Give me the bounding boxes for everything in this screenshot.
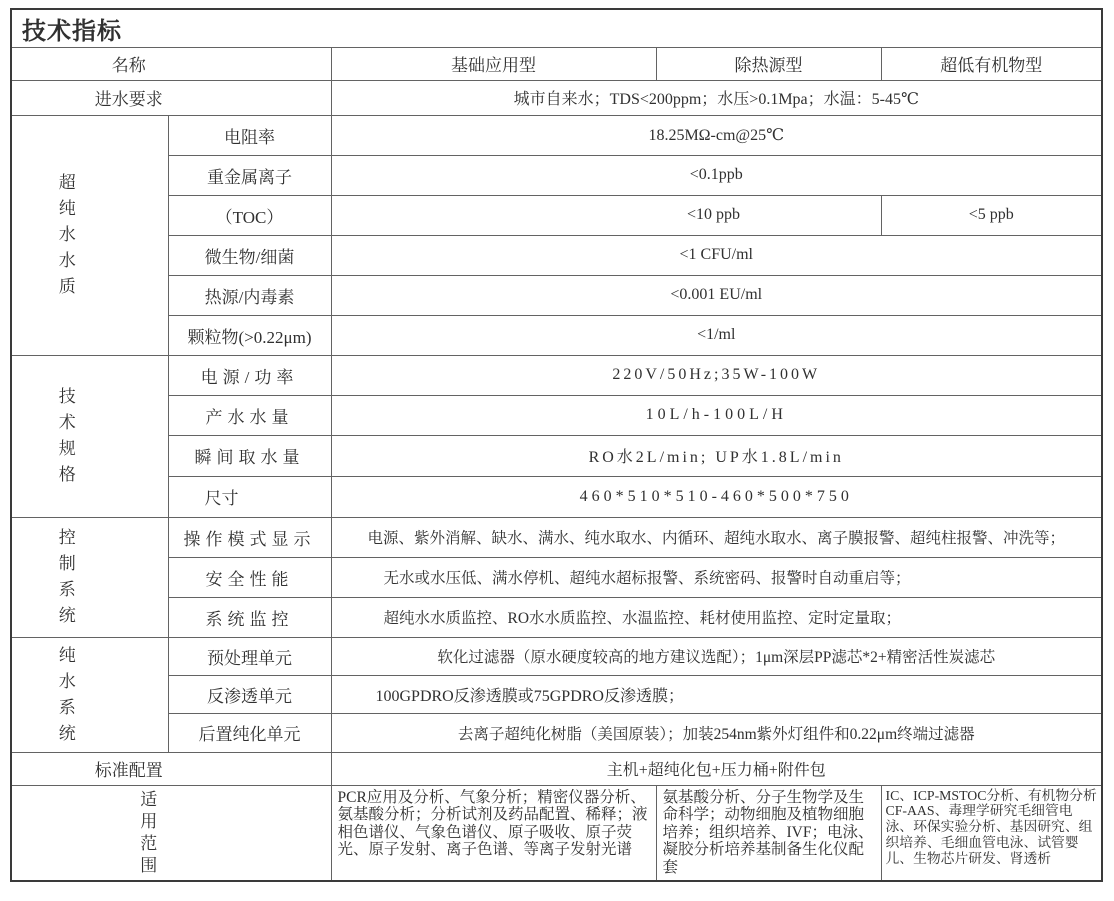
pretreat-value: 软化过滤器（原水硬度较高的地方建议选配）；1μm深层PP滤芯*2+精密活性炭滤芯 xyxy=(331,637,1102,675)
ro-value: 100GPDRO反渗透膜或75GPDRO反渗透膜； xyxy=(331,675,1102,713)
section-control xyxy=(11,517,168,637)
pyrogen-value: <0.001 EU/ml xyxy=(331,275,1102,315)
applications-low-organic: IC、ICP-MSTOC分析、有机物分析CF-AAS、毒理学研究毛细管电泳、环保实验分析、基因研究、组织培养、毛细血管电泳、试管婴儿、生物芯片研发、肾透析 xyxy=(881,785,1102,881)
particle-value: <1/ml xyxy=(331,315,1102,355)
section-water-quality-label: 超 纯 水 水 质 xyxy=(58,173,76,296)
pyrogen-label: 热源/内毒素 xyxy=(168,275,331,315)
applications-label: 适 用 范 围 xyxy=(140,789,158,875)
section-tech-spec xyxy=(11,355,168,517)
power-label: 电源/功率 xyxy=(168,355,331,395)
monitor-value: 超纯水水质监控、RO水水质监控、水温监控、耗材使用监控、定时定量取； xyxy=(331,597,1102,637)
page-title: 技术指标 xyxy=(11,9,1102,47)
size-value: 460*510*510-460*500*750 xyxy=(331,476,1102,517)
output-label: 产水水量 xyxy=(168,395,331,435)
particle-label: 颗粒物(>0.22μm) xyxy=(168,315,331,355)
polish-value: 去离子超纯化树脂（美国原装）；加装254nm紫外灯组件和0.22μm终端过滤器 xyxy=(331,713,1102,752)
toc-label: （TOC） xyxy=(168,195,331,235)
size-label: 尺寸 xyxy=(168,476,331,517)
section-water-quality xyxy=(11,115,168,355)
mode-display-label: 操作模式显示 xyxy=(168,517,331,557)
section-pure-system-label: 纯 水 系 统 xyxy=(58,645,76,743)
microbe-label: 微生物/细菌 xyxy=(168,235,331,275)
spec-table xyxy=(10,8,1103,882)
section-control-label: 控 制 系 统 xyxy=(58,528,76,625)
pretreat-label: 预处理单元 xyxy=(168,637,331,675)
standard-config-label: 标准配置 xyxy=(11,752,331,785)
applications-basic: PCR应用及分析、气象分析；精密仪器分析、氨基酸分析；分析试剂及药品配置、稀释；液相色谱仪、气象色谱仪、原子吸收、原子荧光、原子发射、离子色谱、等离子发射光谱 xyxy=(331,785,656,881)
standard-config-value: 主机+超纯化包+压力桶+附件包 xyxy=(331,752,1102,785)
output-value: 10L/h-100L/H xyxy=(331,395,1102,435)
microbe-value: <1 CFU/ml xyxy=(331,235,1102,275)
resistivity-value: 18.25MΩ-cm@25℃ xyxy=(331,115,1102,155)
ro-label: 反渗透单元 xyxy=(168,675,331,713)
name-label: 名称 xyxy=(11,47,331,80)
polish-label: 后置纯化单元 xyxy=(168,713,331,752)
safety-value: 无水或水压低、满水停机、超纯水超标报警、系统密码、报警时自动重启等； xyxy=(331,557,1102,597)
section-tech-spec-label: 技 术 规 格 xyxy=(58,387,76,484)
applications-pyrogen-free: 氨基酸分析、分子生物学及生命科学；动物细胞及植物细胞培养；组织培养、IVF；电泳、凝胶分析培养基制备生化仪配套 xyxy=(656,785,881,881)
resistivity-label: 电阻率 xyxy=(168,115,331,155)
dispense-value: RO水2L/min; UP水1.8L/min xyxy=(331,435,1102,476)
safety-label: 安全性能 xyxy=(168,557,331,597)
section-pure-system xyxy=(11,637,168,752)
feed-water-value: 城市自来水；TDS<200ppm；水压>0.1Mpa；水温：5-45℃ xyxy=(331,80,1102,115)
toc-value-low-organic: <5 ppb xyxy=(881,195,1102,235)
toc-value-main: <10 ppb xyxy=(331,195,881,235)
feed-water-label: 进水要求 xyxy=(11,80,331,115)
dispense-label: 瞬间取水量 xyxy=(168,435,331,476)
mode-display-value: 电源、紫外消解、缺水、满水、纯水取水、内循环、超纯水取水、离子膜报警、超纯柱报警、冲洗等； xyxy=(331,517,1102,557)
model-low-organic-header: 超低有机物型 xyxy=(881,47,1102,80)
heavy-metal-label: 重金属离子 xyxy=(168,155,331,195)
model-basic-header: 基础应用型 xyxy=(331,47,656,80)
power-value: 220V/50Hz;35W-100W xyxy=(331,355,1102,395)
monitor-label: 系统监控 xyxy=(168,597,331,637)
model-pyrogen-free-header: 除热源型 xyxy=(656,47,881,80)
applications-section xyxy=(11,785,331,881)
heavy-metal-value: <0.1ppb xyxy=(331,155,1102,195)
